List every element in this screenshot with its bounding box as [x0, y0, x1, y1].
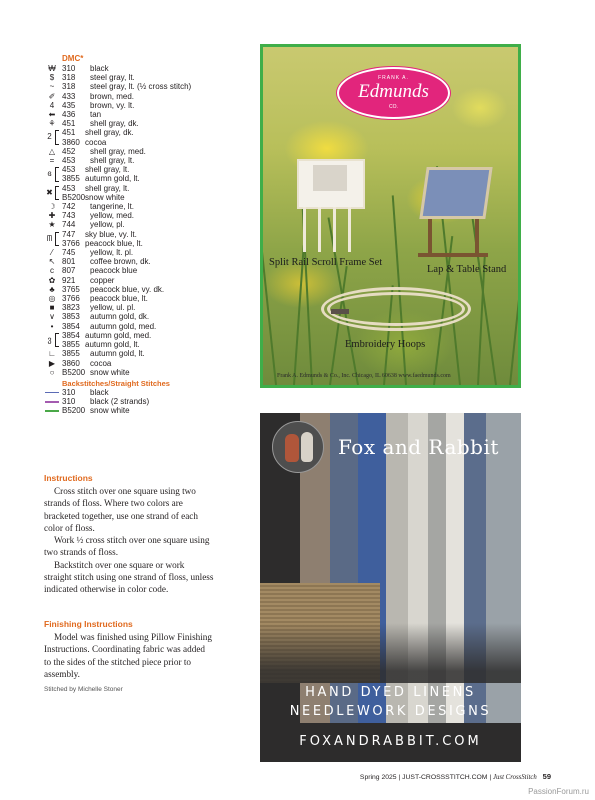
stitch-symbol-icon: ᗰ [46, 233, 53, 243]
floss-code: 3854 [62, 321, 80, 331]
stitch-symbol-icon: ★ [48, 220, 56, 230]
floss-name: peacock blue, lt. [90, 294, 148, 304]
backstitch-header: Backstitches/Straight Stitches [62, 378, 170, 388]
key-row [44, 211, 244, 220]
footer-issue: Spring 2025 [359, 774, 397, 781]
page-footer: Spring 2025 | JUST-CROSSSTITCH.COM | Just CrossStitch 59 [359, 772, 551, 781]
stitch-symbol-icon: ◎ [48, 294, 56, 304]
stitch-symbol-icon: △ [48, 146, 56, 156]
floss-name: black [90, 387, 109, 397]
floss-name: autumn gold, med. [90, 321, 157, 331]
key-row [44, 202, 244, 211]
floss-code: 310 [62, 387, 76, 397]
stitch-symbol-icon: ✚ [48, 211, 56, 221]
backstitch-row [44, 406, 244, 415]
blend-bracket [55, 167, 59, 181]
edmunds-footer[interactable]: Frank A. Edmunds & Co., Inc. Chicago, IL 60638 www.faedmunds.com [277, 373, 451, 379]
floss-code: 318 [62, 82, 76, 92]
logo-co-text: CO. [389, 104, 398, 110]
instructions-p2: Work ½ cross stitch over one square using two strands of floss. [44, 535, 210, 558]
blend-bracket [55, 186, 59, 200]
floss-name: autumn gold, lt. [90, 349, 145, 359]
stitch-symbol-icon: ○ [49, 367, 55, 377]
floss-name: brown, vy. lt. [90, 100, 135, 110]
stitch-symbol-icon: ✖ [46, 187, 53, 197]
edmunds-logo [337, 67, 450, 119]
key-row [44, 359, 244, 368]
floss-code: 3855 [62, 340, 80, 350]
key-row [44, 119, 244, 128]
floss-code: 452 [62, 146, 76, 156]
floss-name: shell gray, lt. [85, 183, 130, 193]
stitch-symbol-icon: • [50, 321, 54, 331]
blend-bracket [55, 232, 59, 246]
floss-code: 453 [62, 165, 76, 175]
floss-code: 3854 [62, 330, 80, 340]
backstitch-line-icon [44, 397, 60, 406]
floss-name: shell gray, med. [90, 146, 146, 156]
floss-name: sky blue, vy. lt. [85, 229, 137, 239]
floss-code: 744 [62, 220, 76, 230]
key-row [44, 220, 244, 229]
floss-name: peacock blue [90, 266, 138, 276]
floss-code: 742 [62, 202, 76, 212]
stitch-symbol-icon: ↖ [48, 257, 56, 267]
stitcher-credit: Stitched by Michelle Stoner [44, 686, 123, 693]
fox-rabbit-line-1: HAND DYED LINENS [305, 685, 476, 700]
caption-lap-stand: Lap & Table Stand [427, 264, 507, 275]
floss-code: 310 [62, 64, 76, 73]
instructions-p1: Cross stitch over one square using two strands of floss. Where two colors are bracketed together, use one strand of each color of floss. [44, 486, 198, 533]
key-row [44, 303, 244, 312]
footer-magazine: Just CrossStitch [493, 774, 537, 781]
floss-code: 3765 [62, 284, 80, 294]
finishing-text [44, 631, 214, 680]
fox-rabbit-line-2: NEEDLEWORK DESIGNS [289, 704, 492, 719]
floss-code: B5200 [62, 367, 86, 377]
key-header: DMC* [62, 54, 84, 63]
floss-name: copper [90, 275, 115, 285]
key-row [44, 257, 244, 266]
floss-name: autumn gold, dk. [90, 312, 150, 322]
key-row [44, 230, 244, 248]
floss-name: cocoa [85, 137, 107, 147]
stitch-symbol-icon: ვ [47, 334, 52, 344]
floss-name: yellow, pl. [90, 220, 125, 230]
stitch-symbol-icon: ~ [49, 82, 55, 92]
key-row [44, 147, 244, 156]
floss-name: shell gray, lt. [85, 165, 130, 175]
key-row [44, 285, 244, 294]
floss-code: 3853 [62, 312, 80, 322]
stitch-symbol-icon: ♣ [49, 284, 55, 294]
grass-blade [509, 275, 521, 385]
instructions-title: Instructions [44, 473, 93, 483]
floss-code: 310 [62, 397, 76, 407]
key-row [44, 73, 244, 82]
stitch-symbol-icon: = [49, 156, 55, 166]
backstitch-row [44, 397, 244, 406]
floss-code: 743 [62, 211, 76, 221]
floss-code: 3823 [62, 303, 80, 313]
floss-name: tan [90, 110, 102, 120]
stitch-symbol-icon: ⁄ [51, 248, 53, 258]
floss-code: 433 [62, 91, 76, 101]
backstitch-line-icon [44, 406, 60, 415]
floss-code: 3766 [62, 294, 80, 304]
key-row [44, 165, 244, 183]
edmunds-ad[interactable] [260, 44, 521, 388]
floss-name: peacock blue, vy. dk. [90, 284, 165, 294]
stitch-symbol-icon: $ [49, 73, 55, 83]
caption-scroll-frame: Split Rail Scroll Frame Set [269, 257, 383, 268]
floss-code: 921 [62, 275, 76, 285]
key-row [44, 312, 244, 321]
floss-name: shell gray, lt. [90, 156, 135, 166]
fox-rabbit-logo-icon [272, 421, 324, 473]
floss-code: 3766 [62, 238, 80, 248]
floss-name: snow white [90, 367, 130, 377]
key-row [44, 82, 244, 91]
floss-code: 3855 [62, 349, 80, 359]
stitch-symbol-icon: ɞ [47, 169, 52, 179]
key-row [44, 276, 244, 285]
backstitch-line-icon [44, 388, 60, 397]
floss-code: B5200 [62, 192, 86, 202]
floss-code: 3855 [62, 174, 80, 184]
finishing-p1: Model was finished using Pillow Finishing Instructions. Coordinating fabric was added to the sides of the stitched piece prior to assembly. [44, 632, 212, 679]
floss-name: shell gray, dk. [85, 128, 134, 138]
floss-name: cocoa [90, 358, 112, 368]
color-key [44, 54, 244, 416]
backstitch-row [44, 388, 244, 397]
key-row [44, 101, 244, 110]
floss-code: 436 [62, 110, 76, 120]
floss-name: coffee brown, dk. [90, 257, 151, 267]
floss-name: yellow, lt. pl. [90, 248, 134, 258]
stitch-symbol-icon: ☽ [48, 202, 56, 212]
key-row [44, 266, 244, 275]
stitch-symbol-icon: ₩ [48, 64, 56, 73]
finishing-title: Finishing Instructions [44, 619, 133, 629]
floss-code: 318 [62, 73, 76, 83]
caption-hoops: Embroidery Hoops [345, 339, 426, 350]
floss-code: 807 [62, 266, 76, 276]
floss-name: shell gray, dk. [90, 119, 139, 129]
floss-code: 451 [62, 128, 76, 138]
floss-code: B5200 [62, 406, 86, 416]
key-row [44, 248, 244, 257]
stitch-symbol-icon: ⬅ [48, 110, 56, 120]
floss-name: snow white [85, 192, 125, 202]
fox-rabbit-website[interactable]: FOXANDRABBIT.COM [299, 734, 482, 749]
stitch-symbol-icon: 2 [47, 132, 52, 142]
floss-code: 451 [62, 119, 76, 129]
floss-name: yellow, ul. pl. [90, 303, 136, 313]
key-row [44, 294, 244, 303]
floss-code: 3860 [62, 358, 80, 368]
floss-code: 453 [62, 183, 76, 193]
stitch-symbol-icon: ∨ [49, 312, 55, 322]
blend-bracket [55, 333, 59, 347]
page-number: 59 [542, 772, 551, 781]
instructions-text [44, 485, 214, 596]
stitch-symbol-icon: c [50, 266, 54, 276]
floss-name: autumn gold, lt. [85, 174, 140, 184]
logo-main-text: Edmunds [358, 81, 429, 102]
backstitch-rows [44, 388, 244, 416]
watermark: PassionForum.ru [528, 787, 589, 796]
floss-name: snow white [90, 406, 130, 416]
key-rows [44, 64, 244, 377]
key-row [44, 110, 244, 119]
grass-blade [260, 206, 277, 385]
stitch-symbol-icon: ∟ [48, 349, 56, 359]
key-row [44, 156, 244, 165]
blend-bracket [55, 130, 59, 144]
key-row [44, 92, 244, 101]
fox-rabbit-title: Fox and Rabbit [338, 435, 499, 459]
floss-name: black [90, 64, 109, 73]
floss-name: steel gray, lt. (½ cross stitch) [90, 82, 192, 92]
floss-code: 435 [62, 100, 76, 110]
floss-name: peacock blue, lt. [85, 238, 143, 248]
key-row [44, 128, 244, 146]
key-row [44, 322, 244, 331]
floss-name: tangerine, lt. [90, 202, 135, 212]
floss-name: autumn gold, lt. [85, 340, 140, 350]
stitch-symbol-icon: 4 [49, 100, 55, 110]
stitch-symbol-icon: ▶ [48, 358, 56, 368]
stitch-symbol-icon: ✐ [48, 91, 56, 101]
logo-top-text: FRANK A. [378, 75, 409, 81]
floss-code: 3860 [62, 137, 80, 147]
instructions-p3: Backstitch over one square or work straight stitch using one strand of floss, unless indicated otherwise in color code. [44, 559, 214, 595]
floss-name: yellow, med. [90, 211, 135, 221]
key-row [44, 368, 244, 377]
stitch-symbol-icon: ✿ [48, 275, 56, 285]
stitch-symbol-icon: ■ [49, 303, 55, 313]
key-row [44, 64, 244, 73]
floss-name: steel gray, lt. [90, 73, 135, 83]
floss-name: black (2 strands) [90, 397, 150, 407]
footer-site[interactable]: JUST-CROSSSTITCH.COM [402, 774, 488, 781]
floss-code: 747 [62, 229, 76, 239]
key-row [44, 349, 244, 358]
key-row [44, 331, 244, 349]
floss-code: 453 [62, 156, 76, 166]
stitch-symbol-icon: ⚘ [48, 119, 56, 129]
fox-rabbit-ad[interactable] [260, 413, 521, 762]
floss-name: brown, med. [90, 91, 135, 101]
floss-code: 745 [62, 248, 76, 258]
key-row [44, 184, 244, 202]
floss-name: autumn gold, med. [85, 330, 152, 340]
floss-code: 801 [62, 257, 76, 267]
